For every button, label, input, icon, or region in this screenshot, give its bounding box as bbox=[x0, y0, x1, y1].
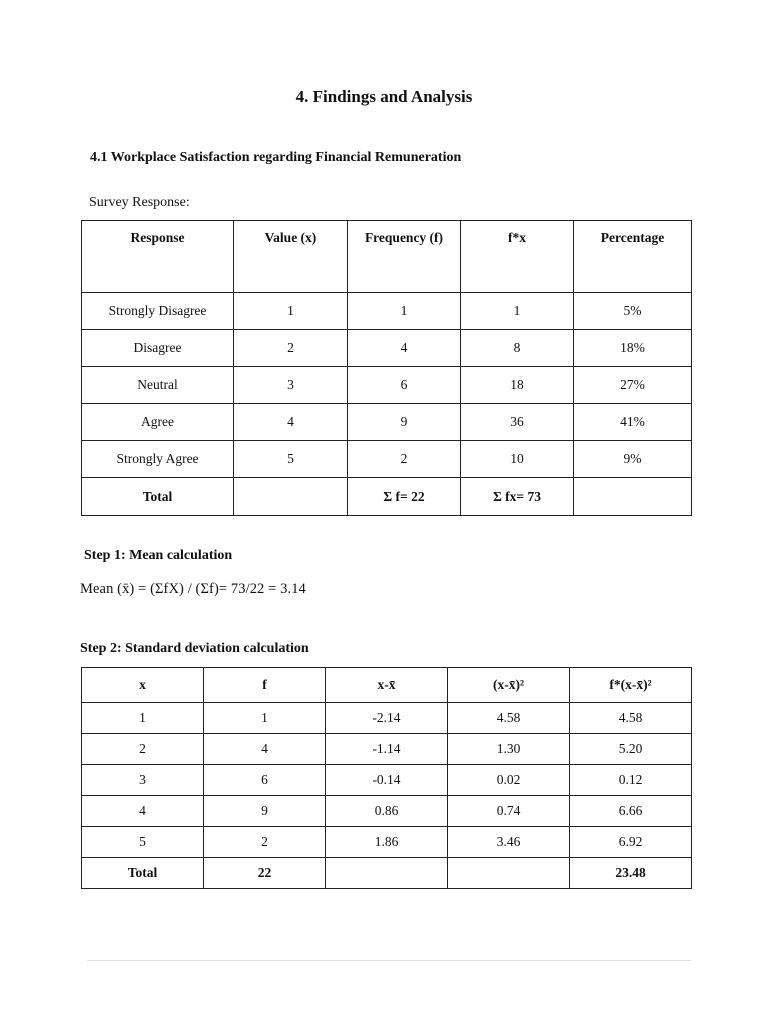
table-cell: 4.58 bbox=[570, 703, 692, 734]
table-header-row bbox=[82, 221, 692, 293]
table-cell: Strongly Agree bbox=[82, 441, 234, 478]
table-cell: 10 bbox=[461, 441, 574, 478]
table-cell: 5 bbox=[234, 441, 348, 478]
step2-heading: Step 2: Standard deviation calculation bbox=[80, 641, 309, 656]
table-cell: 6.92 bbox=[570, 827, 692, 858]
table-cell: Total bbox=[82, 858, 204, 889]
table-cell: 41% bbox=[574, 404, 692, 441]
subsection-heading: 4.1 Workplace Satisfaction regarding Financial Remuneration bbox=[90, 150, 462, 165]
table-row bbox=[82, 765, 692, 796]
table-row bbox=[82, 734, 692, 765]
table-cell: Σ fx= 73 bbox=[461, 478, 574, 516]
table-cell: Neutral bbox=[82, 367, 234, 404]
table-cell: 1 bbox=[234, 293, 348, 330]
table-cell: 6 bbox=[348, 367, 461, 404]
column-header: Value (x) bbox=[234, 221, 348, 293]
table-cell: 4 bbox=[82, 796, 204, 827]
page-footer-divider bbox=[87, 960, 691, 961]
table-cell: Total bbox=[82, 478, 234, 516]
table-cell: 4 bbox=[204, 734, 326, 765]
table-cell: 5 bbox=[82, 827, 204, 858]
table-cell: 8 bbox=[461, 330, 574, 367]
table-cell: 27% bbox=[574, 367, 692, 404]
column-header: f*x bbox=[461, 221, 574, 293]
step1-heading: Step 1: Mean calculation bbox=[84, 548, 233, 563]
table-cell: 2 bbox=[348, 441, 461, 478]
table-cell: 1 bbox=[82, 703, 204, 734]
table-cell: 9 bbox=[204, 796, 326, 827]
table-cell bbox=[234, 478, 348, 516]
column-header: Frequency (f) bbox=[348, 221, 461, 293]
mean-formula: Mean (x̄) = (ΣfX) / (Σf)= 73/22 = 3.14 bbox=[80, 581, 306, 597]
column-header: x-x̄ bbox=[326, 668, 448, 703]
table-cell: Strongly Disagree bbox=[82, 293, 234, 330]
table-cell: 1 bbox=[461, 293, 574, 330]
table-cell: 4 bbox=[348, 330, 461, 367]
column-header: f bbox=[204, 668, 326, 703]
table-cell: -2.14 bbox=[326, 703, 448, 734]
table-cell: Agree bbox=[82, 404, 234, 441]
table-cell bbox=[574, 478, 692, 516]
table-row bbox=[82, 293, 692, 330]
table-cell bbox=[448, 858, 570, 889]
table-cell: 4 bbox=[234, 404, 348, 441]
survey-response-table bbox=[81, 220, 692, 516]
table-cell: 2 bbox=[82, 734, 204, 765]
table-cell: -0.14 bbox=[326, 765, 448, 796]
table-total-row bbox=[82, 478, 692, 516]
table-cell: 5.20 bbox=[570, 734, 692, 765]
table-cell: 9% bbox=[574, 441, 692, 478]
table-row bbox=[82, 827, 692, 858]
table-row bbox=[82, 703, 692, 734]
table-cell: 6.66 bbox=[570, 796, 692, 827]
table-cell: 4.58 bbox=[448, 703, 570, 734]
table-cell: 6 bbox=[204, 765, 326, 796]
table-cell: -1.14 bbox=[326, 734, 448, 765]
table-cell: 3 bbox=[82, 765, 204, 796]
column-header: Percentage bbox=[574, 221, 692, 293]
table-header-row bbox=[82, 668, 692, 703]
table-cell: 2 bbox=[234, 330, 348, 367]
table-cell: 1.86 bbox=[326, 827, 448, 858]
column-header: f*(x-x̄)² bbox=[570, 668, 692, 703]
table-cell bbox=[326, 858, 448, 889]
table-cell: 2 bbox=[204, 827, 326, 858]
section-heading: 4. Findings and Analysis bbox=[295, 87, 473, 106]
column-header: Response bbox=[82, 221, 234, 293]
table-row bbox=[82, 404, 692, 441]
table-cell: 18% bbox=[574, 330, 692, 367]
survey-label: Survey Response: bbox=[89, 195, 190, 210]
table-row bbox=[82, 441, 692, 478]
table-cell: 1.30 bbox=[448, 734, 570, 765]
table-cell: Disagree bbox=[82, 330, 234, 367]
table-cell: 9 bbox=[348, 404, 461, 441]
table-cell: 22 bbox=[204, 858, 326, 889]
table-cell: 0.02 bbox=[448, 765, 570, 796]
table-cell: 1 bbox=[204, 703, 326, 734]
table-row bbox=[82, 330, 692, 367]
table-total-row bbox=[82, 858, 692, 889]
table-cell: 0.12 bbox=[570, 765, 692, 796]
table-row bbox=[82, 796, 692, 827]
table-cell: 0.74 bbox=[448, 796, 570, 827]
column-header: x bbox=[82, 668, 204, 703]
table-row bbox=[82, 367, 692, 404]
table-cell: 3 bbox=[234, 367, 348, 404]
standard-deviation-table bbox=[81, 667, 692, 889]
table-cell: 18 bbox=[461, 367, 574, 404]
table-cell: 36 bbox=[461, 404, 574, 441]
table-cell: 5% bbox=[574, 293, 692, 330]
table-cell: 23.48 bbox=[570, 858, 692, 889]
table-cell: 3.46 bbox=[448, 827, 570, 858]
column-header: (x-x̄)² bbox=[448, 668, 570, 703]
table-cell: 1 bbox=[348, 293, 461, 330]
table-cell: Σ f= 22 bbox=[348, 478, 461, 516]
table-cell: 0.86 bbox=[326, 796, 448, 827]
